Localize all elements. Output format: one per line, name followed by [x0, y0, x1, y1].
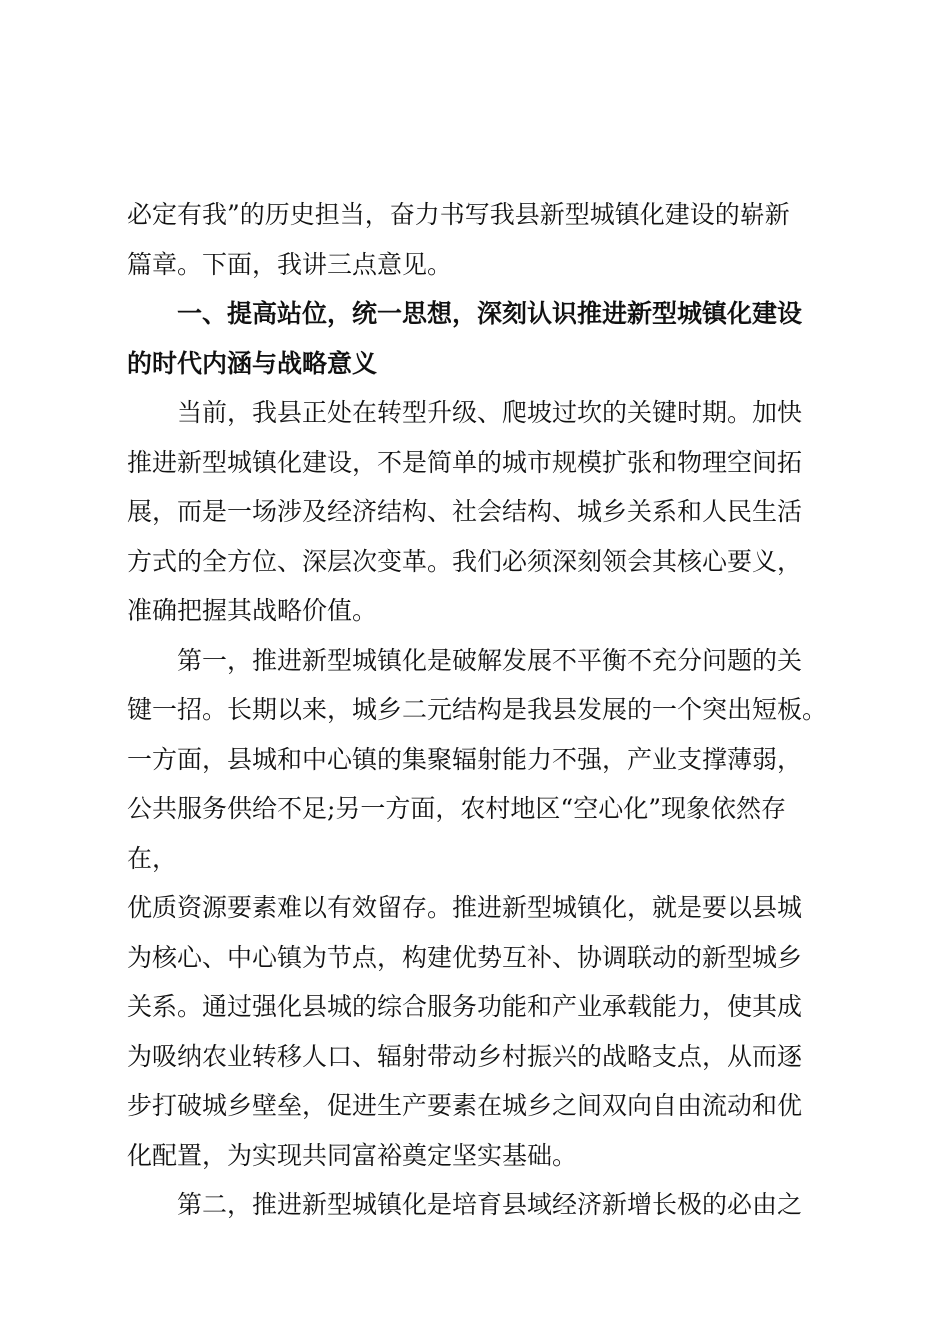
paragraph-current-period: 当前，我县正处在转型升级、爬坡过坎的关键时期。加快 推进新型城镇化建设，不是简单的城市规模扩张和物理空间拓 展，而是一场涉及经济结构、社会结构、城乡关系和人民生活 方式的全方位、深层次变革。我们必须深刻领会其核心要义， 准确把握其战略价值。 — [127, 398, 803, 625]
section-heading-1: 一、提高站位，统一思想，深刻认识推进新型城镇化建设 的时代内涵与战略意义 — [127, 299, 803, 378]
paragraph-point-two: 第二，推进新型城镇化是培育县域经济新增长极的必由之 — [177, 1190, 803, 1219]
paragraph-continuation: 必定有我”的历史担当，奋力书写我县新型城镇化建设的崭新 篇章。下面，我讲三点意见。 — [127, 200, 790, 279]
paragraph-point-one: 第一，推进新型城镇化是破解发展不平衡不充分问题的关 键一招。长期以来，城乡二元结构是我县发展的一个突出短板。 一方面，县城和中心镇的集聚辐射能力不强，产业支撑薄弱， 公共服务供给不足;另一方面，农村地区“空心化”现象依然存在， 优质资源要素难以有效留存。推进新型城镇化，就是要以县城 为核心、中心镇为节点，构建优势互补、协调联动的新型城乡 关系。通过强化县城的综合服务功能和产业承载能力，使其成 为吸纳农业转移人口、辐射带动乡村振兴的战略支点，从而逐 步打破城乡壁垒，促进生产要素在城乡之间双向自由流动和优 化配置，为实现共同富裕奠定坚实基础。 — [127, 645, 828, 1170]
document-body — [127, 190, 827, 1230]
